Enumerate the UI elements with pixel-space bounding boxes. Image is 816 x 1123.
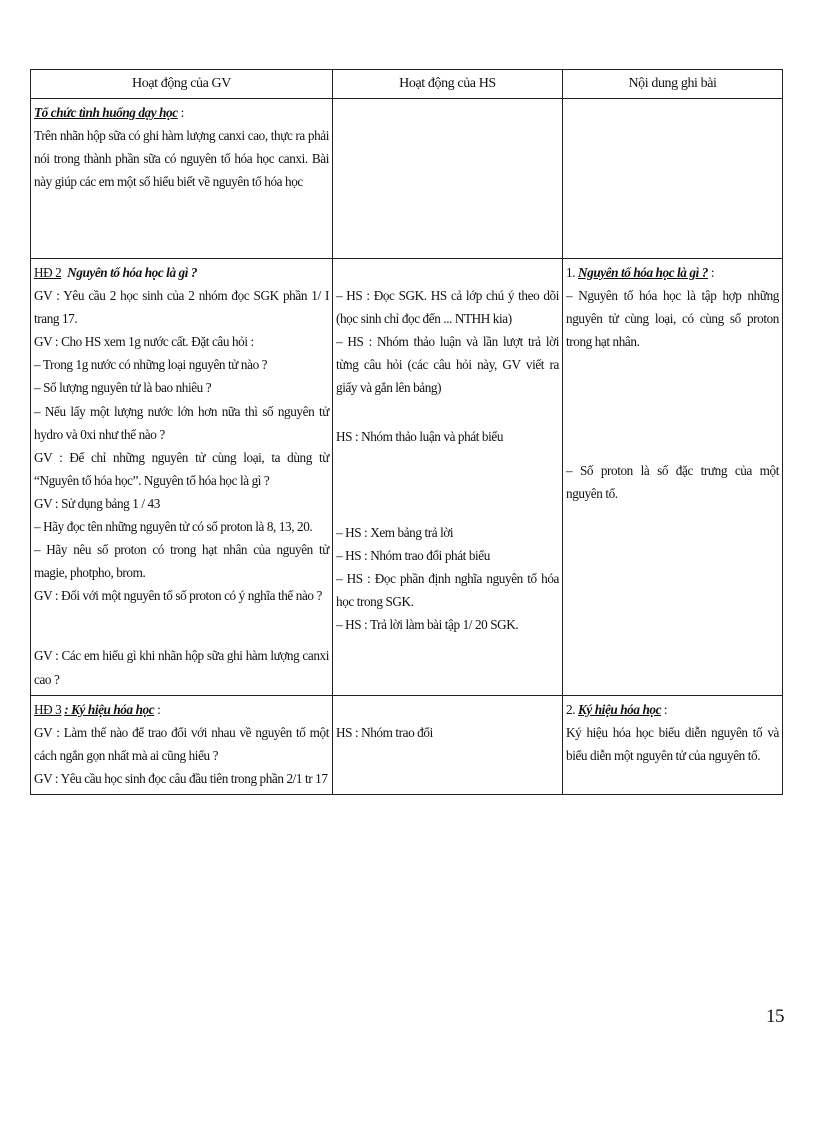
hd2-title: Nguyên tố hóa học là gì ?	[67, 265, 198, 280]
hd2-gv-line: GV : Để chỉ những nguyên tử cùng loại, ta dùng từ “Nguyên tố hóa học”. Nguyên tố hóa học là gì ?	[34, 449, 329, 488]
hd2-nd-num: 1.	[566, 265, 576, 280]
hd2-gv-line: GV : Đối với một nguyên tố số proton có ý nghĩa thế nào ?	[34, 588, 322, 604]
hd3-nd-num: 2.	[566, 701, 576, 717]
hd3-nd-line: Ký hiệu hóa học biểu diễn nguyên tố và biểu diễn một nguyên tử của nguyên tố.	[566, 724, 779, 763]
spacer	[336, 399, 559, 425]
hd3-title: : Ký hiệu hóa học	[64, 701, 155, 717]
spacer	[336, 261, 559, 284]
section-intro-row	[31, 99, 783, 259]
hd2-nd-suffix: :	[707, 265, 715, 280]
hd2-hs-line: – HS : Nhóm thảo luận và lần lượt trả lời từng câu hỏi (các câu hỏi này, GV viết ra giấy và gắn lên bảng)	[336, 334, 559, 396]
header-nd: Nội dung ghi bài	[563, 70, 783, 99]
section-hd2-row	[31, 259, 783, 696]
hd2-gv-line: – Nếu lấy một lượng nước lớn hơn nữa thì số nguyên tử hydro và 0xi như thế nào ?	[34, 403, 329, 442]
hd2-label: HĐ 2	[34, 265, 62, 280]
hd2-nd-cell	[563, 259, 783, 696]
intro-title-suffix: :	[177, 105, 184, 120]
hd3-hs-line: HS : Nhóm trao đổi	[336, 724, 433, 740]
hd3-nd-title: Ký hiệu hóa học	[578, 701, 662, 717]
hd3-hs-cell	[333, 695, 563, 794]
hd3-nd-cell	[563, 695, 783, 794]
table-header-row	[31, 70, 783, 99]
hd2-nd-title: Nguyên tố hóa học là gì ?	[578, 265, 708, 280]
hd2-gv-line: GV : Cho HS xem 1g nước cất. Đặt câu hỏi :	[34, 334, 254, 350]
hd2-hs-line: – HS : Xem bảng trả lời	[336, 524, 454, 540]
section-hd3-row	[31, 695, 783, 794]
hd2-gv-line: GV : Yêu cầu 2 học sinh của 2 nhóm đọc SGK phần 1/ I trang 17.	[34, 288, 329, 327]
spacer	[336, 449, 559, 521]
page-number: 15	[766, 1006, 784, 1027]
hd2-hs-line: – HS : Đọc phần định nghĩa nguyên tố hóa học trong SGK.	[336, 570, 559, 609]
hd3-gv-line: GV : Yêu cầu học sinh đọc câu đầu tiên trong phần 2/1 tr 17	[34, 770, 328, 786]
hd2-gv-line: – Hãy đọc tên những nguyên tử có số proton là 8, 13, 20.	[34, 519, 313, 535]
hd3-nd-suffix: :	[661, 701, 668, 717]
hd2-gv-line: – Trong 1g nước có những loại nguyên tử nào ?	[34, 357, 268, 373]
hd2-hs-line: – HS : Trả lời làm bài tập 1/ 20 SGK.	[336, 616, 519, 632]
hd2-hs-line: – HS : Nhóm trao đổi phát biểu	[336, 547, 490, 563]
hd2-hs-line: HS : Nhóm thảo luận và phát biểu	[336, 429, 504, 445]
hd2-hs-cell	[333, 259, 563, 696]
hd2-nd-line: – Số proton là số đặc trưng của một nguyên tố.	[566, 463, 779, 502]
hd2-hs-line: – HS : Đọc SGK. HS cả lớp chú ý theo dõi (học sinh chỉ đọc đến ... NTHH kia)	[336, 288, 559, 327]
hd2-gv-cell	[31, 259, 333, 696]
hd3-label: HĐ 3	[34, 701, 62, 717]
spacer	[34, 607, 329, 644]
intro-title: Tổ chức tình huống dạy học	[34, 105, 178, 120]
hd2-gv-line: GV : Các em hiểu gì khi nhãn hộp sữa ghi hàm lượng canxi cao ?	[34, 648, 329, 687]
spacer	[336, 698, 559, 721]
header-gv: Hoạt động của GV	[31, 70, 333, 99]
hd2-gv-line: – Số lượng nguyên tử là bao nhiêu ?	[34, 380, 212, 396]
intro-text: Trên nhãn hộp sữa có ghi hàm lượng canxi cao, thực ra phải nói trong thành phần sữa có nguyên tố hóa học canxi. Bài này giúp các em một số hiểu biết về nguyên tố hóa học	[34, 128, 329, 190]
hd2-gv-line: GV : Sử dụng bảng 1 / 43	[34, 495, 160, 511]
intro-hs-cell	[333, 99, 563, 259]
header-hs: Hoạt động của HS	[333, 70, 563, 99]
intro-nd-cell	[563, 99, 783, 259]
hd3-gv-cell	[31, 695, 333, 794]
hd3-gv-line: GV : Làm thế nào để trao đổi với nhau về nguyên tố một cách ngắn gọn nhất mà ai cũng hiểu ?	[34, 724, 329, 763]
hd2-gv-line: – Hãy nêu số proton có trong hạt nhân của nguyên tử magie, photpho, brom.	[34, 542, 329, 581]
hd2-nd-line: – Nguyên tố hóa học là tập hợp những nguyên tử cùng loại, có cùng số proton trong hạt nhân.	[566, 288, 779, 350]
lesson-table	[30, 69, 783, 795]
spacer	[566, 353, 779, 459]
intro-gv-cell	[31, 99, 333, 259]
hd3-title-suffix: :	[154, 701, 161, 717]
